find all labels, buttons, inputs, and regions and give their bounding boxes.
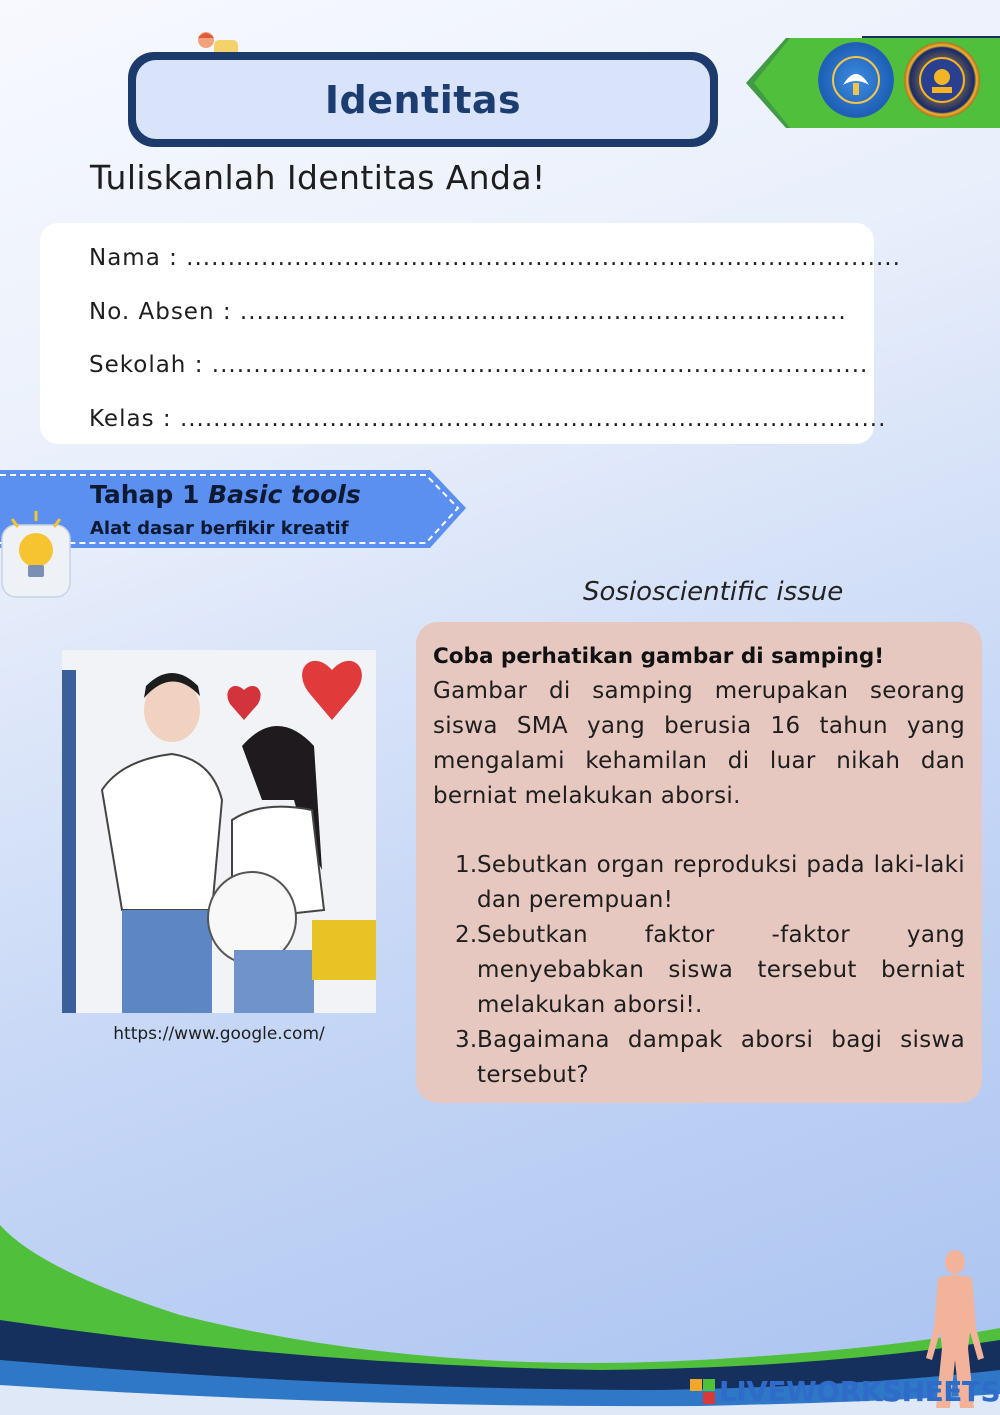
- field-label: Kelas :: [89, 406, 180, 432]
- instruction-text: Tuliskanlah Identitas Anda!: [90, 158, 546, 197]
- stage-title: [90, 480, 361, 509]
- liveworksheets-logo-icon: [690, 1379, 715, 1404]
- field-dots: .........................................................................: [239, 299, 847, 325]
- field-nama[interactable]: [89, 245, 901, 271]
- field-dots: ......................................................................................: [186, 245, 901, 271]
- illustration-image: [62, 650, 376, 1013]
- question-text: Sebutkan organ reproduksi pada laki-laki dan perempuan!: [477, 852, 965, 913]
- field-kelas[interactable]: [89, 406, 886, 432]
- title-box: [136, 60, 710, 139]
- question-item: [433, 918, 965, 1023]
- field-dots: .....................................................................................: [179, 406, 887, 432]
- field-no-absen[interactable]: [89, 299, 847, 325]
- issue-paragraph: Gambar di samping merupakan seorang siswa SMA yang berusia 16 tahun yang mengalami kehamilan di luar nikah dan berniat melakukan aborsi.: [433, 678, 965, 809]
- image-caption[interactable]: https://www.google.com/: [113, 1024, 325, 1044]
- page-title: Identitas: [324, 77, 522, 122]
- issue-text-box: [416, 622, 982, 1103]
- title-banner: [128, 52, 718, 147]
- field-sekolah[interactable]: [89, 352, 868, 378]
- question-number: 1.: [455, 852, 478, 878]
- liveworksheets-watermark: [690, 1375, 1000, 1408]
- stage-subtitle: Alat dasar berfikir kreatif: [90, 518, 349, 539]
- lead-text: Coba perhatikan gambar di samping!: [433, 644, 885, 669]
- stage-title-bold: Tahap 1: [90, 480, 209, 509]
- logo-tut-wuri-handayani: [818, 42, 894, 118]
- stage-title-italic: Basic tools: [208, 480, 361, 509]
- field-label: Sekolah :: [89, 352, 212, 378]
- question-text: Sebutkan faktor -faktor yang menyebabkan siswa tersebut berniat melakukan aborsi!.: [477, 922, 965, 1018]
- ssi-label: Sosioscientific issue: [583, 577, 844, 607]
- question-text: Bagaimana dampak aborsi bagi siswa tersebut?: [477, 1027, 965, 1088]
- question-number: 3.: [455, 1027, 478, 1053]
- question-item: [433, 1023, 965, 1093]
- logo-undiksha: [904, 42, 980, 118]
- question-item: [433, 848, 965, 918]
- question-number: 2.: [455, 922, 478, 948]
- watermark-text: LIVEWORKSHEETS: [719, 1375, 1000, 1408]
- field-label: Nama :: [89, 245, 187, 271]
- couple-illustration: [62, 650, 376, 1013]
- field-label: No. Absen :: [89, 299, 240, 325]
- lightbulb-icon: [0, 505, 76, 605]
- identity-card: [40, 223, 901, 444]
- question-list: [433, 848, 965, 1093]
- field-dots: ...............................................................................: [211, 352, 869, 378]
- tut-wuri-emblem-icon: [831, 55, 881, 105]
- undiksha-emblem-icon: [917, 55, 967, 105]
